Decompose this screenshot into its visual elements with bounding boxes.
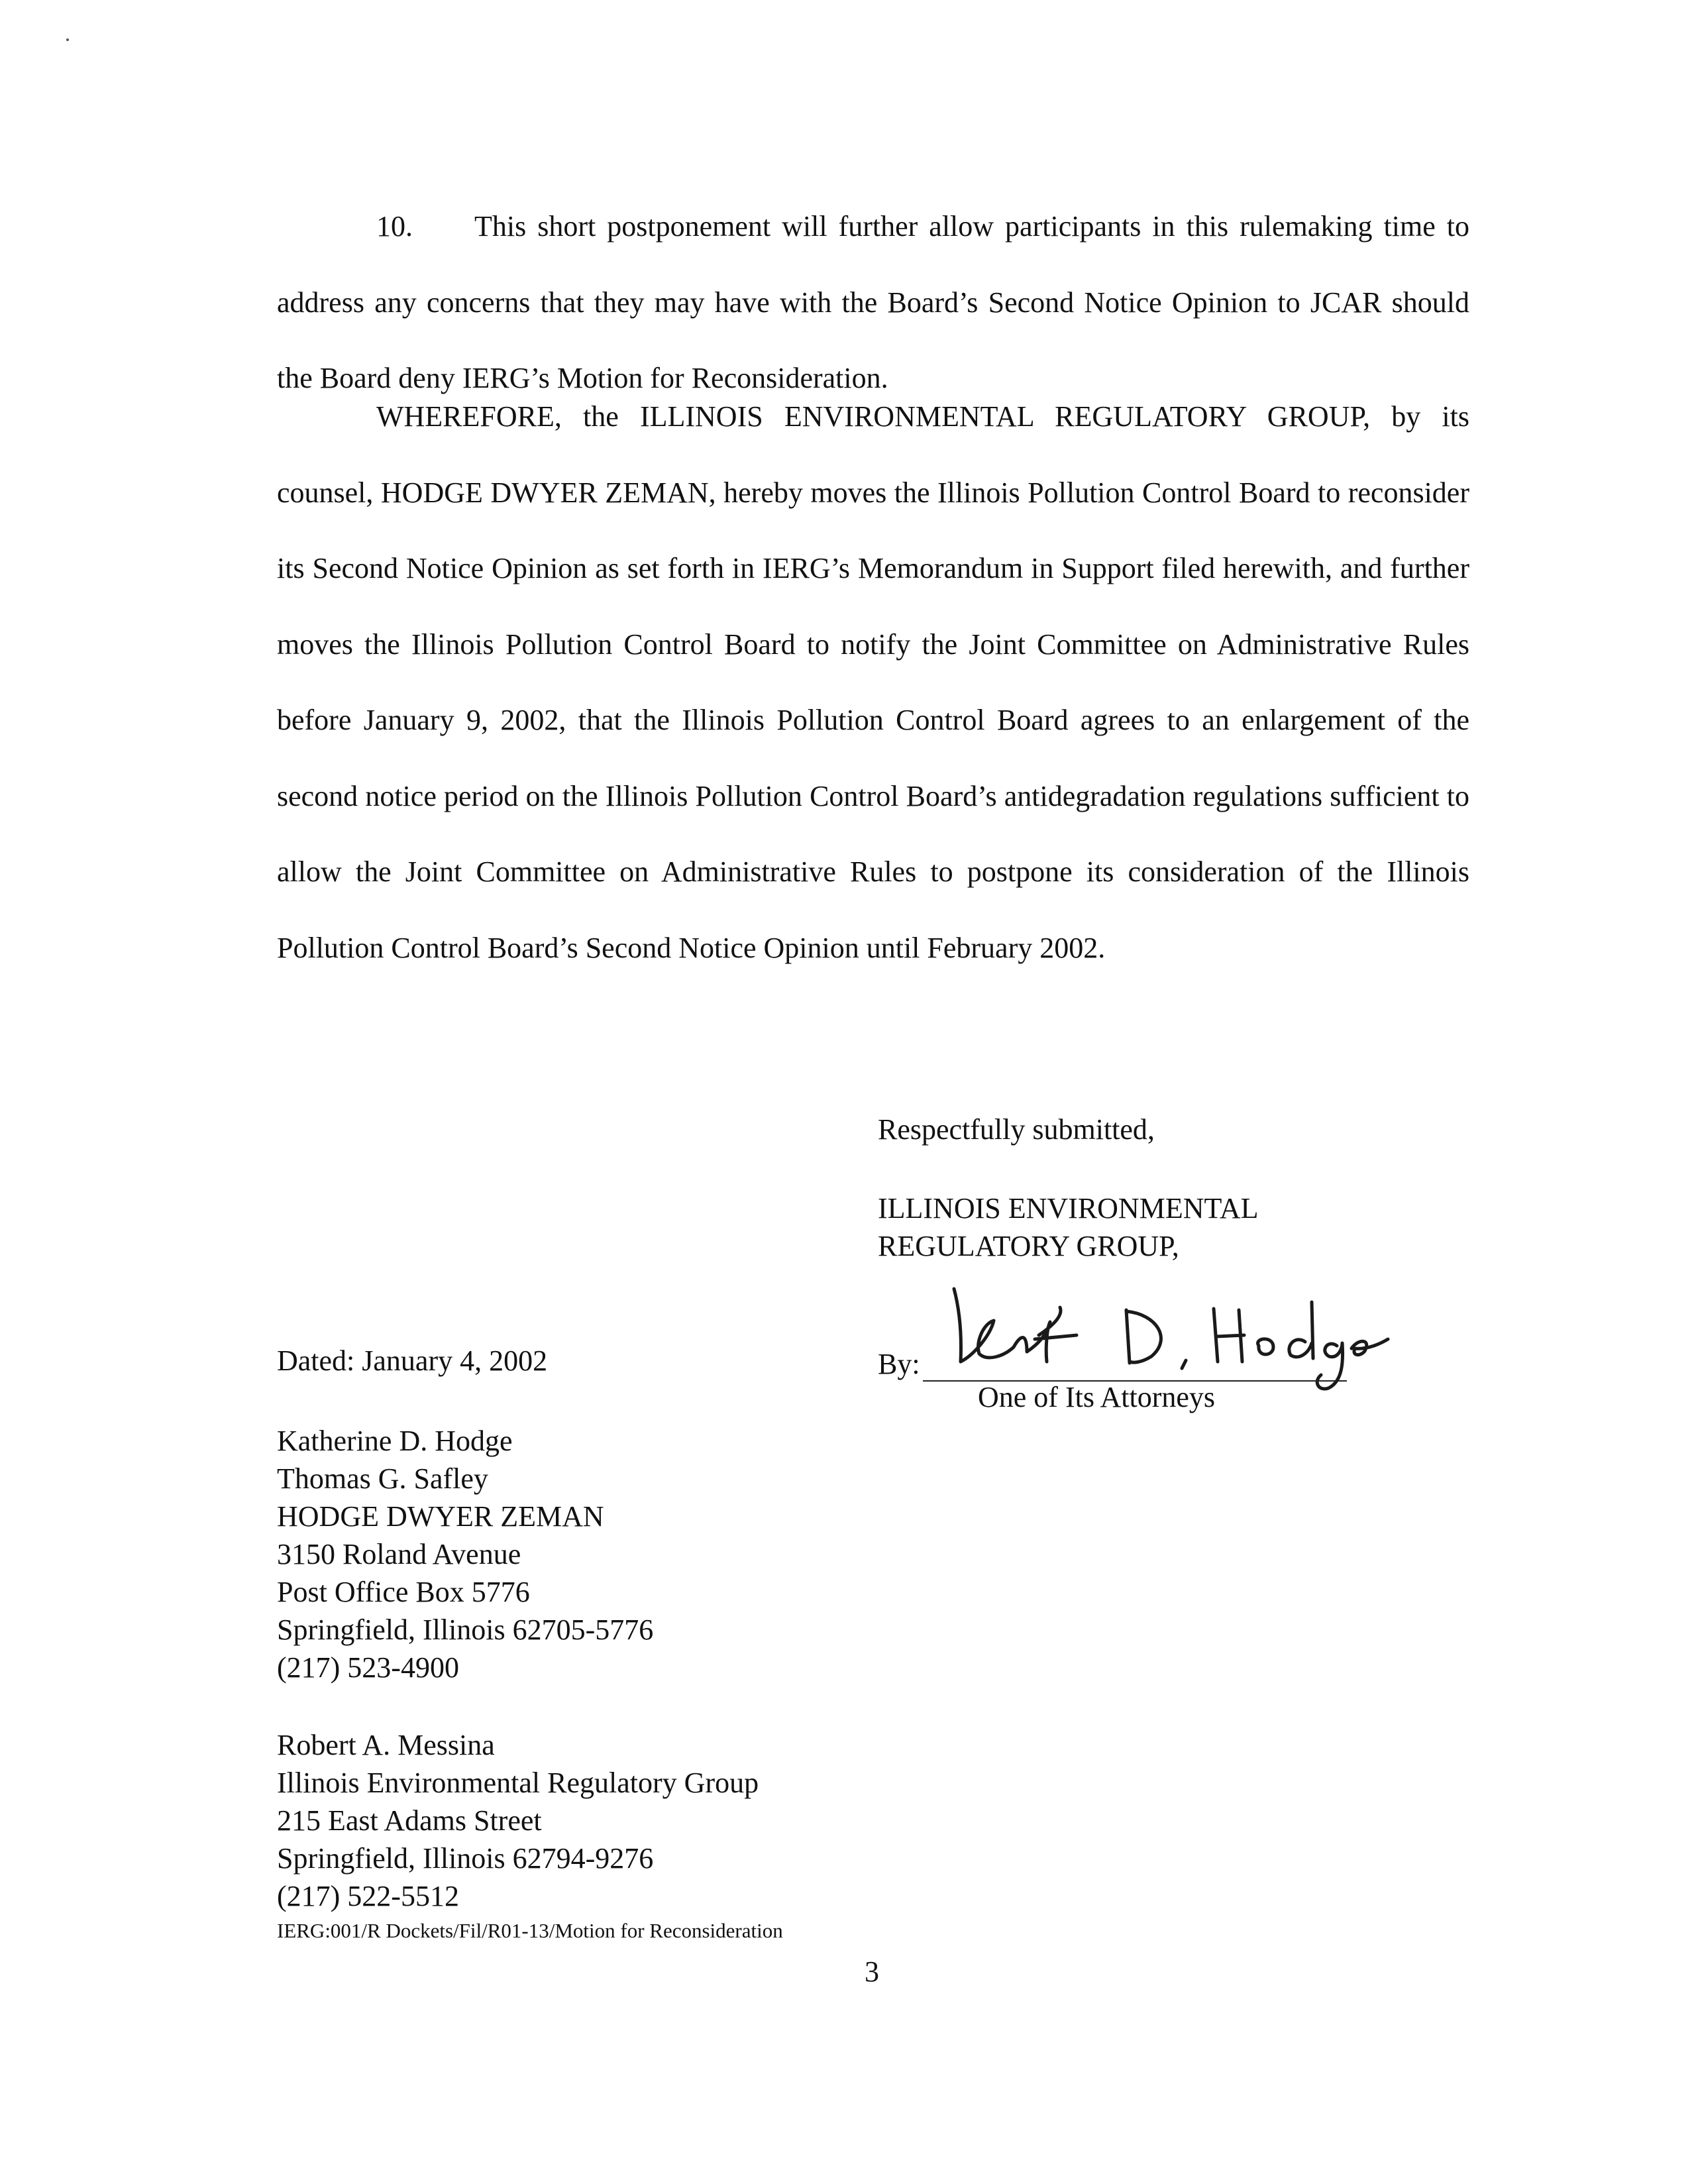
counsel-line: 3150 Roland Avenue: [277, 1538, 521, 1570]
by-label: [878, 1345, 920, 1383]
scan-speck: [66, 38, 69, 41]
page-number: 3: [865, 1955, 879, 1988]
counsel-line: (217) 523-4900: [277, 1651, 459, 1684]
signature-caption: [978, 1378, 1215, 1416]
by-text: By:: [878, 1348, 920, 1380]
ierg-line: Robert A. Messina: [277, 1729, 495, 1761]
wherefore-text: WHEREFORE, the ILLINOIS ENVIRONMENTAL REGULATORY GROUP, by its counsel, HODGE DWYER ZEMAN, hereby moves the Illinois Pollution Control Board to reconsider its Second Notice Opinion as set forth in IERG’s Memorandum in Support filed herewith, and further moves the Illinois Pollution Control Board to notify the Joint Committee on Administrative Rules before January 9, 2002, that the Illinois Pollution Control Board agrees to an enlargement of the second notice period on the Illinois Pollution Control Board’s antidegradation regulations sufficient to allow the Joint Committee on Administrative Rules to postpone its consideration of the Illinois Pollution Control Board’s Second Notice Opinion until February 2002.: [277, 400, 1469, 964]
file-reference: IERG:001/R Dockets/Fil/R01-13/Motion for Reconsideration: [277, 1919, 783, 1942]
organization-line-2: REGULATORY GROUP,: [878, 1230, 1179, 1262]
dated-line: [277, 1342, 547, 1380]
counsel-line: Thomas G. Safley: [277, 1462, 488, 1495]
counsel-line: Springfield, Illinois 62705-5776: [277, 1613, 654, 1646]
respectfully-submitted: [878, 1111, 1155, 1148]
counsel-address-block: [277, 1422, 653, 1686]
dated-text: Dated: January 4, 2002: [277, 1344, 548, 1377]
ierg-line: (217) 522-5512: [277, 1880, 459, 1912]
ierg-line: Illinois Environmental Regulatory Group: [277, 1767, 759, 1799]
ierg-line: Springfield, Illinois 62794-9276: [277, 1842, 654, 1875]
wherefore-paragraph: [277, 379, 1469, 986]
counsel-line: Katherine D. Hodge: [277, 1425, 513, 1457]
organization-name: [878, 1189, 1259, 1265]
counsel-line: HODGE DWYER ZEMAN: [277, 1500, 604, 1533]
signature-caption-text: One of Its Attorneys: [978, 1381, 1216, 1413]
respectfully-text: Respectfully submitted,: [878, 1113, 1155, 1146]
ierg-address-block: [277, 1726, 759, 1915]
counsel-line: Post Office Box 5776: [277, 1576, 530, 1608]
organization-line-1: ILLINOIS ENVIRONMENTAL: [878, 1192, 1259, 1225]
paragraph-number: 10.: [376, 210, 413, 243]
ierg-line: 215 East Adams Street: [277, 1804, 542, 1837]
paragraph-10-text: This short postponement will further allow participants in this rulemaking time to address any concerns that they may have with the Board’s Second Notice Opinion to JCAR should the Board deny IERG’s Motion for Reconsideration.: [277, 210, 1469, 394]
